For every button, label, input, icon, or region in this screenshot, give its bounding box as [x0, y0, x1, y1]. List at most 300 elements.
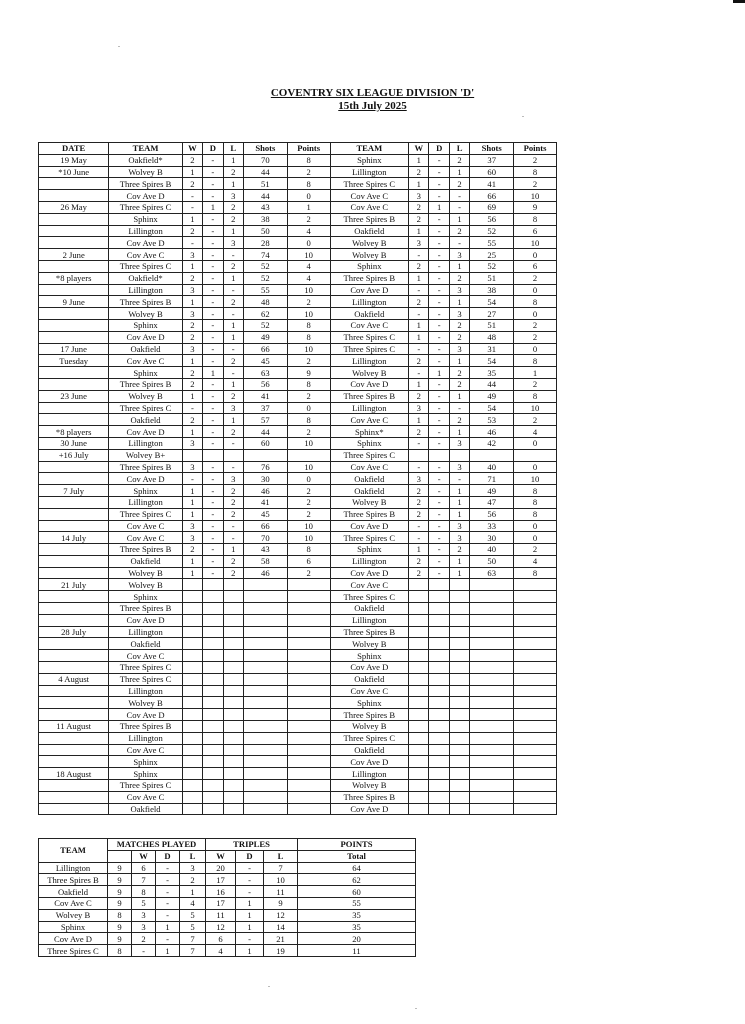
- results-cell: -: [203, 355, 223, 367]
- results-cell: [287, 449, 330, 461]
- results-cell: -: [429, 166, 449, 178]
- results-cell: [203, 603, 223, 615]
- table-row: [39, 520, 557, 532]
- results-cell: 1: [449, 496, 469, 508]
- results-cell: 66: [470, 190, 514, 202]
- results-cell: [470, 768, 514, 780]
- results-cell: 1: [203, 367, 223, 379]
- results-cell: [243, 603, 287, 615]
- results-cell: Cov Ave C: [330, 319, 409, 331]
- results-cell: [39, 308, 109, 320]
- results-cell: 2: [223, 567, 243, 579]
- results-cell: [514, 791, 557, 803]
- results-cell: [514, 614, 557, 626]
- results-cell: [223, 756, 243, 768]
- results-cell: -: [203, 567, 223, 579]
- results-cell: Sphinx: [109, 367, 182, 379]
- results-cell: -: [203, 190, 223, 202]
- results-cell: [449, 614, 469, 626]
- results-cell: 7 July: [39, 485, 109, 497]
- results-cell: 2: [182, 544, 202, 556]
- results-cell: [470, 780, 514, 792]
- results-cell: -: [409, 532, 429, 544]
- results-cell: 2: [409, 166, 429, 178]
- results-cell: 54: [470, 355, 514, 367]
- results-cell: 1: [409, 544, 429, 556]
- results-cell: -: [203, 272, 223, 284]
- results-cell: [182, 449, 202, 461]
- results-cell: [287, 780, 330, 792]
- results-cell: [429, 780, 449, 792]
- standings-cell: 11: [298, 945, 416, 957]
- results-cell: [449, 591, 469, 603]
- results-table: [38, 142, 557, 815]
- results-cell: [203, 449, 223, 461]
- results-cell: [514, 591, 557, 603]
- results-cell: 2: [223, 355, 243, 367]
- results-cell: 9: [287, 367, 330, 379]
- standings-cell: 35: [298, 909, 416, 921]
- results-cell: [470, 803, 514, 815]
- results-cell: 37: [470, 154, 514, 166]
- standings-cell: -: [236, 862, 264, 874]
- results-cell: 6: [514, 225, 557, 237]
- results-cell: [182, 803, 202, 815]
- standings-cell: 64: [298, 862, 416, 874]
- results-cell: Oakfield: [109, 555, 182, 567]
- results-cell: [39, 378, 109, 390]
- results-cell: [223, 744, 243, 756]
- table-row: [39, 201, 557, 213]
- standings-cell: 1: [236, 945, 264, 957]
- results-cell: 8: [287, 331, 330, 343]
- table-row: [39, 579, 557, 591]
- results-cell: 2: [449, 154, 469, 166]
- results-cell: -: [429, 544, 449, 556]
- standings-cell: 3: [180, 862, 206, 874]
- results-cell: [39, 697, 109, 709]
- results-cell: Three Spires C: [330, 591, 409, 603]
- results-cell: -: [429, 272, 449, 284]
- results-cell: Lillington: [109, 284, 182, 296]
- results-cell: -: [203, 166, 223, 178]
- results-cell: -: [409, 367, 429, 379]
- results-cell: [223, 614, 243, 626]
- standings-cell: 14: [264, 921, 298, 933]
- results-cell: Lillington: [109, 685, 182, 697]
- results-cell: Sphinx: [109, 213, 182, 225]
- results-cell: [409, 626, 429, 638]
- results-cell: 1: [449, 260, 469, 272]
- results-cell: 70: [243, 532, 287, 544]
- results-cell: -: [429, 260, 449, 272]
- results-cell: [449, 650, 469, 662]
- results-cell: 3: [182, 308, 202, 320]
- table-row: [39, 603, 557, 615]
- table-row: [39, 626, 557, 638]
- results-cell: 48: [470, 331, 514, 343]
- results-cell: [470, 662, 514, 674]
- scan-speck: [118, 46, 120, 47]
- table-row: [39, 414, 557, 426]
- results-cell: [287, 662, 330, 674]
- results-cell: -: [429, 190, 449, 202]
- results-cell: 44: [470, 378, 514, 390]
- standings-cell: -: [156, 933, 180, 945]
- standings-cell: 5: [180, 909, 206, 921]
- results-cell: 45: [243, 355, 287, 367]
- results-cell: 2: [514, 544, 557, 556]
- results-cell: 8: [514, 213, 557, 225]
- results-cell: 33: [470, 520, 514, 532]
- results-cell: [449, 768, 469, 780]
- results-cell: 11 August: [39, 721, 109, 733]
- results-cell: 0: [287, 473, 330, 485]
- results-cell: [203, 732, 223, 744]
- results-cell: [287, 803, 330, 815]
- results-cell: [449, 662, 469, 674]
- results-cell: [429, 603, 449, 615]
- results-cell: 2: [409, 390, 429, 402]
- results-cell: [470, 603, 514, 615]
- results-cell: 2: [287, 355, 330, 367]
- results-cell: -: [223, 367, 243, 379]
- results-cell: -: [182, 402, 202, 414]
- results-cell: [449, 803, 469, 815]
- results-cell: [39, 237, 109, 249]
- results-cell: 60: [243, 437, 287, 449]
- table-row: [39, 390, 557, 402]
- results-cell: [429, 803, 449, 815]
- results-cell: 52: [470, 260, 514, 272]
- results-cell: 2: [409, 355, 429, 367]
- results-cell: 1: [409, 378, 429, 390]
- results-cell: 3: [182, 284, 202, 296]
- results-cell: Oakfield: [330, 673, 409, 685]
- results-cell: [203, 626, 223, 638]
- results-cell: Cov Ave C: [330, 414, 409, 426]
- results-cell: Lillington: [330, 296, 409, 308]
- results-cell: Three Spires B: [109, 721, 182, 733]
- results-cell: [409, 768, 429, 780]
- results-cell: [39, 614, 109, 626]
- table-row: [39, 650, 557, 662]
- standings-cell: 1: [156, 945, 180, 957]
- table-row: [39, 284, 557, 296]
- results-cell: -: [203, 402, 223, 414]
- results-cell: 40: [470, 544, 514, 556]
- table-row: [39, 213, 557, 225]
- standings-team-cell: Cov Ave D: [39, 933, 108, 945]
- results-cell: [39, 732, 109, 744]
- results-cell: 30: [243, 473, 287, 485]
- results-cell: [223, 709, 243, 721]
- results-cell: Cov Ave D: [330, 284, 409, 296]
- results-cell: [409, 780, 429, 792]
- results-cell: [223, 768, 243, 780]
- results-cell: 2: [223, 260, 243, 272]
- results-cell: 2: [287, 508, 330, 520]
- results-cell: 0: [514, 284, 557, 296]
- table-row: [39, 272, 557, 284]
- results-cell: [287, 685, 330, 697]
- results-cell: [287, 603, 330, 615]
- results-cell: -: [203, 520, 223, 532]
- results-cell: Sphinx: [330, 437, 409, 449]
- results-cell: -: [429, 508, 449, 520]
- results-cell: 3: [182, 249, 202, 261]
- results-cell: Cov Ave D: [330, 756, 409, 768]
- results-cell: 1: [514, 367, 557, 379]
- standings-cell: -: [236, 886, 264, 898]
- standings-matches-header: MATCHES PLAYED: [108, 839, 206, 851]
- results-cell: [409, 685, 429, 697]
- results-cell: -: [203, 414, 223, 426]
- results-cell: 2: [223, 485, 243, 497]
- results-cell: [182, 732, 202, 744]
- table-row: [39, 862, 416, 874]
- results-cell: 51: [470, 272, 514, 284]
- results-cell: 1: [223, 544, 243, 556]
- results-cell: 31: [470, 343, 514, 355]
- results-cell: 56: [470, 213, 514, 225]
- results-cell: 1: [449, 567, 469, 579]
- results-cell: [182, 709, 202, 721]
- results-cell: -: [203, 296, 223, 308]
- standings-cell: 9: [108, 921, 132, 933]
- results-cell: 1: [182, 555, 202, 567]
- results-cell: [409, 579, 429, 591]
- results-cell: Cov Ave C: [109, 249, 182, 261]
- standings-cell: 4: [206, 945, 236, 957]
- results-cell: 55: [243, 284, 287, 296]
- results-cell: Cov Ave D: [109, 331, 182, 343]
- results-cell: Sphinx: [109, 319, 182, 331]
- results-cell: Three Spires C: [109, 508, 182, 520]
- standings-team-cell: Three Spires C: [39, 945, 108, 957]
- results-cell: Sphinx: [330, 544, 409, 556]
- results-cell: [39, 803, 109, 815]
- results-cell: [470, 591, 514, 603]
- results-cell: [514, 732, 557, 744]
- results-cell: [182, 614, 202, 626]
- results-cell: 0: [514, 520, 557, 532]
- results-cell: 30: [470, 532, 514, 544]
- table-row: [39, 744, 557, 756]
- scan-speck: [268, 986, 270, 987]
- results-cell: 66: [243, 520, 287, 532]
- results-cell: [39, 638, 109, 650]
- results-cell: 1: [182, 508, 202, 520]
- results-cell: 4 August: [39, 673, 109, 685]
- results-cell: Lillington: [109, 437, 182, 449]
- table-row: [39, 544, 557, 556]
- results-cell: [470, 744, 514, 756]
- results-cell: -: [429, 319, 449, 331]
- results-cell: -: [182, 237, 202, 249]
- results-cell: [514, 697, 557, 709]
- results-cell: 2: [514, 154, 557, 166]
- results-cell: -: [203, 308, 223, 320]
- results-cell: [409, 732, 429, 744]
- results-cell: [39, 780, 109, 792]
- results-cell: 21 July: [39, 579, 109, 591]
- results-cell: -: [409, 284, 429, 296]
- results-cell: 2: [223, 555, 243, 567]
- results-cell: [287, 626, 330, 638]
- results-cell: -: [203, 319, 223, 331]
- results-cell: -: [409, 308, 429, 320]
- results-cell: [203, 591, 223, 603]
- results-cell: [203, 614, 223, 626]
- results-cell: 28 July: [39, 626, 109, 638]
- results-cell: [449, 780, 469, 792]
- results-cell: -: [429, 414, 449, 426]
- results-cell: 10: [514, 237, 557, 249]
- results-cell: -: [203, 544, 223, 556]
- results-cell: [203, 791, 223, 803]
- results-cell: -: [223, 284, 243, 296]
- results-cell: [203, 638, 223, 650]
- results-cell: 44: [243, 190, 287, 202]
- results-cell: 42: [470, 437, 514, 449]
- table-row: [39, 768, 557, 780]
- results-cell: 10: [287, 308, 330, 320]
- results-cell: [514, 650, 557, 662]
- results-cell: -: [449, 473, 469, 485]
- results-cell: 8: [287, 544, 330, 556]
- results-cell: 0: [514, 437, 557, 449]
- results-cell: 1: [223, 378, 243, 390]
- results-cell: [287, 732, 330, 744]
- results-cell: Lillington: [109, 225, 182, 237]
- standings-group-header-row: [39, 839, 416, 851]
- results-cell: Sphinx: [109, 485, 182, 497]
- results-cell: 10: [287, 532, 330, 544]
- table-row: [39, 296, 557, 308]
- results-cell: 57: [243, 414, 287, 426]
- results-cell: Wolvey B: [330, 638, 409, 650]
- results-cell: 9: [514, 201, 557, 213]
- results-cell: -: [429, 237, 449, 249]
- results-cell: 46: [470, 426, 514, 438]
- results-cell: 2: [223, 213, 243, 225]
- table-row: [39, 945, 416, 957]
- results-cell: Lillington: [109, 732, 182, 744]
- table-row: [39, 319, 557, 331]
- results-cell: 2: [449, 378, 469, 390]
- results-cell: 1: [182, 485, 202, 497]
- results-cell: 2: [514, 178, 557, 190]
- results-cell: 70: [243, 154, 287, 166]
- results-cell: 3: [223, 237, 243, 249]
- results-cell: 3: [182, 437, 202, 449]
- results-cell: 35: [470, 367, 514, 379]
- standings-cell: 8: [108, 909, 132, 921]
- standings-cell: 7: [180, 933, 206, 945]
- results-cell: 1: [182, 213, 202, 225]
- results-cell: Sphinx: [330, 650, 409, 662]
- results-column-header: Shots: [243, 143, 287, 155]
- page-corner-mark: [733, 0, 745, 3]
- results-cell: 51: [470, 319, 514, 331]
- results-cell: 2: [287, 390, 330, 402]
- results-cell: [429, 626, 449, 638]
- results-cell: Oakfield: [330, 485, 409, 497]
- results-cell: -: [409, 249, 429, 261]
- results-cell: 52: [243, 319, 287, 331]
- results-column-header: L: [223, 143, 243, 155]
- standings-team-cell: Sphinx: [39, 921, 108, 933]
- results-cell: 17 June: [39, 343, 109, 355]
- results-cell: [243, 803, 287, 815]
- results-cell: [39, 367, 109, 379]
- results-cell: [470, 449, 514, 461]
- results-cell: [514, 673, 557, 685]
- results-cell: 2: [287, 296, 330, 308]
- standings-cell: 9: [108, 886, 132, 898]
- table-row: [39, 697, 557, 709]
- results-cell: 3: [449, 520, 469, 532]
- results-cell: Three Spires C: [109, 260, 182, 272]
- results-cell: Lillington: [330, 614, 409, 626]
- results-cell: Lillington: [109, 626, 182, 638]
- results-cell: 50: [243, 225, 287, 237]
- results-cell: -: [203, 213, 223, 225]
- results-cell: [182, 673, 202, 685]
- results-cell: -: [203, 260, 223, 272]
- results-cell: 51: [243, 178, 287, 190]
- results-cell: [243, 662, 287, 674]
- results-cell: 2: [182, 272, 202, 284]
- table-row: [39, 921, 416, 933]
- results-cell: *8 players: [39, 272, 109, 284]
- results-cell: [39, 709, 109, 721]
- results-cell: 1: [182, 496, 202, 508]
- results-cell: [470, 709, 514, 721]
- results-cell: Cov Ave C: [109, 791, 182, 803]
- results-cell: 2: [449, 367, 469, 379]
- results-cell: 44: [243, 166, 287, 178]
- table-row: [39, 225, 557, 237]
- results-cell: 2: [223, 390, 243, 402]
- results-cell: 3: [182, 461, 202, 473]
- results-cell: [429, 638, 449, 650]
- results-cell: 10: [514, 190, 557, 202]
- results-cell: [182, 603, 202, 615]
- results-cell: 45: [243, 508, 287, 520]
- results-cell: [449, 744, 469, 756]
- results-cell: Cov Ave D: [330, 662, 409, 674]
- results-cell: 0: [514, 249, 557, 261]
- results-cell: Wolvey B: [109, 567, 182, 579]
- results-cell: [409, 603, 429, 615]
- results-cell: Cov Ave D: [330, 378, 409, 390]
- results-cell: 2: [182, 319, 202, 331]
- results-cell: -: [429, 178, 449, 190]
- results-cell: [449, 603, 469, 615]
- results-cell: [514, 603, 557, 615]
- results-cell: Cov Ave D: [109, 237, 182, 249]
- results-cell: [243, 650, 287, 662]
- results-cell: [287, 591, 330, 603]
- results-cell: -: [409, 520, 429, 532]
- results-cell: [182, 650, 202, 662]
- results-cell: 1: [449, 555, 469, 567]
- results-cell: [203, 650, 223, 662]
- results-cell: 1: [182, 355, 202, 367]
- results-cell: 10: [287, 461, 330, 473]
